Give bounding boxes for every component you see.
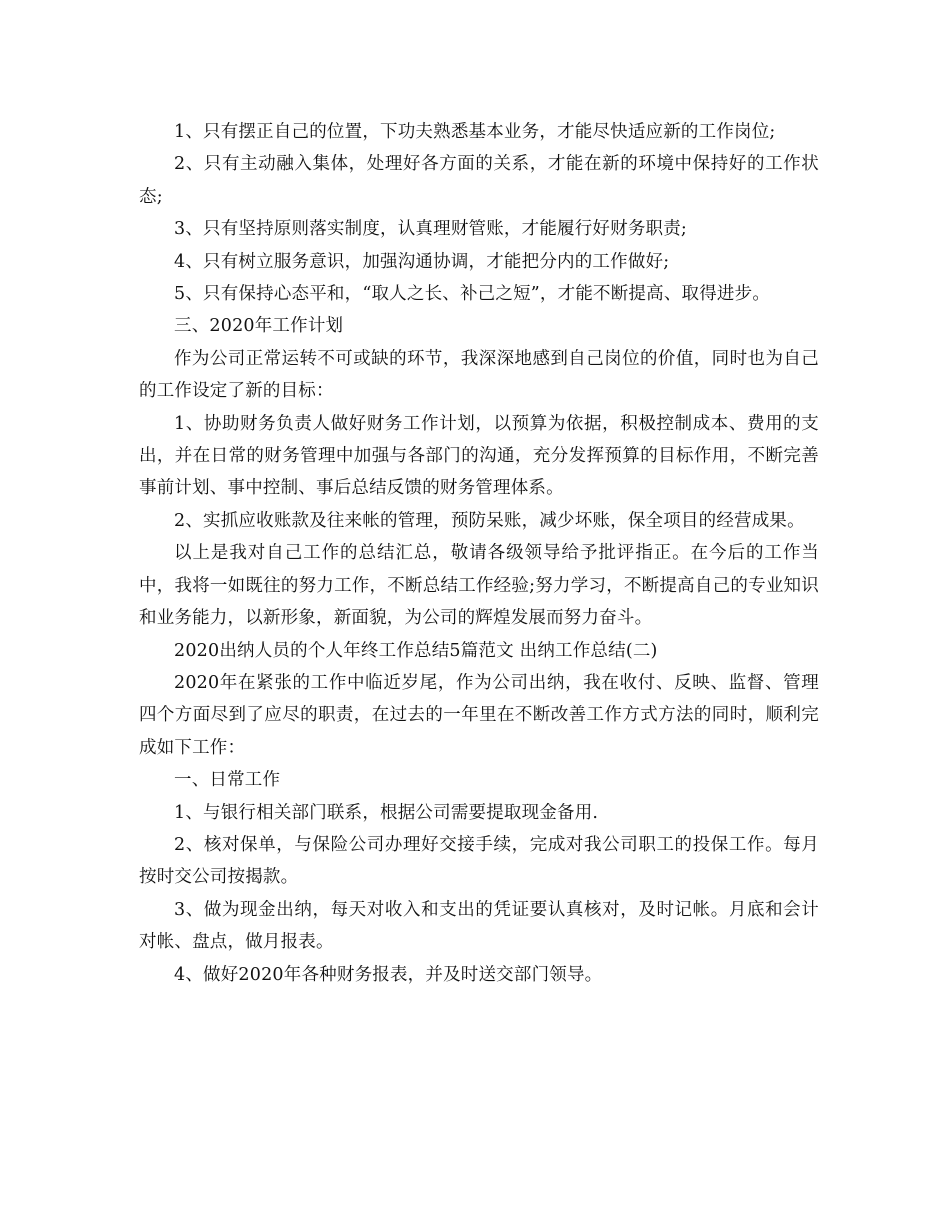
paragraph-2: 2、只有主动融入集体，处理好各方面的关系，才能在新的环境中保持好的工作状态;: [139, 154, 819, 207]
paragraph-daily-2: 2、核对保单，与保险公司办理好交接手续，完成对我公司职工的投保工作。每月按时交公司按揭款。: [139, 834, 819, 888]
document-body: [139, 116, 819, 991]
article-title-part-two: 2020出纳人员的个人年终工作总结5篇范文 出纳工作总结(二): [174, 640, 658, 661]
paragraph-daily-1: 1、与银行相关部门联系，根据公司需要提取现金备用.: [174, 802, 599, 823]
paragraph-plan-2: 2、实抓应收账款及往来帐的管理，预防呆账，减少坏账，保全项目的经营成果。: [174, 510, 805, 531]
paragraph-plan-1: 1、协助财务负责人做好财务工作计划，以预算为依据，积极控制成本、费用的支出，并在日常的财务管理中加强与各部门的沟通，充分发挥预算的目标作用，不断完善事前计划、事中控制、事后总结反馈的财务管理体系。: [139, 413, 819, 499]
paragraph-5: 5、只有保持心态平和，“取人之长、补己之短”，才能不断提高、取得进步。: [174, 284, 771, 305]
paragraph-closing: 以上是我对自己工作的总结汇总，敬请各级领导给予批评指正。在今后的工作当中，我将一如既往的努力工作，不断总结工作经验;努力学习，不断提高自己的专业知识和业务能力，以新形象，新面貌，为公司的辉煌发展而努力奋斗。: [139, 543, 819, 629]
paragraph-1: 1、只有摆正自己的位置，下功夫熟悉基本业务，才能尽快适应新的工作岗位;: [174, 122, 776, 142]
paragraph-intro-goals: 作为公司正常运转不可或缺的环节，我深深地感到自己岗位的价值，同时也为自己的工作设定了新的目标：: [139, 348, 819, 402]
paragraph-3: 3、只有坚持原则落实制度，认真理财管账，才能履行好财务职责;: [174, 219, 688, 240]
section-heading-work-plan: 三、2020年工作计划: [174, 316, 344, 337]
paragraph-year-summary: 2020年在紧张的工作中临近岁尾，作为公司出纳，我在收付、反映、监督、管理四个方面尽到了应尽的职责，在过去的一年里在不断改善工作方式方法的同时，顺利完成如下工作：: [139, 672, 819, 758]
paragraph-daily-3: 3、做为现金出纳，每天对收入和支出的凭证要认真核对，及时记帐。月底和会计对帐、盘点，做月报表。: [139, 899, 819, 953]
section-heading-daily-work: 一、日常工作: [174, 770, 281, 791]
paragraph-4: 4、只有树立服务意识，加强沟通协调，才能把分内的工作做好;: [174, 251, 670, 272]
paragraph-daily-4: 4、做好2020年各种财务报表，并及时送交部门领导。: [174, 964, 603, 985]
